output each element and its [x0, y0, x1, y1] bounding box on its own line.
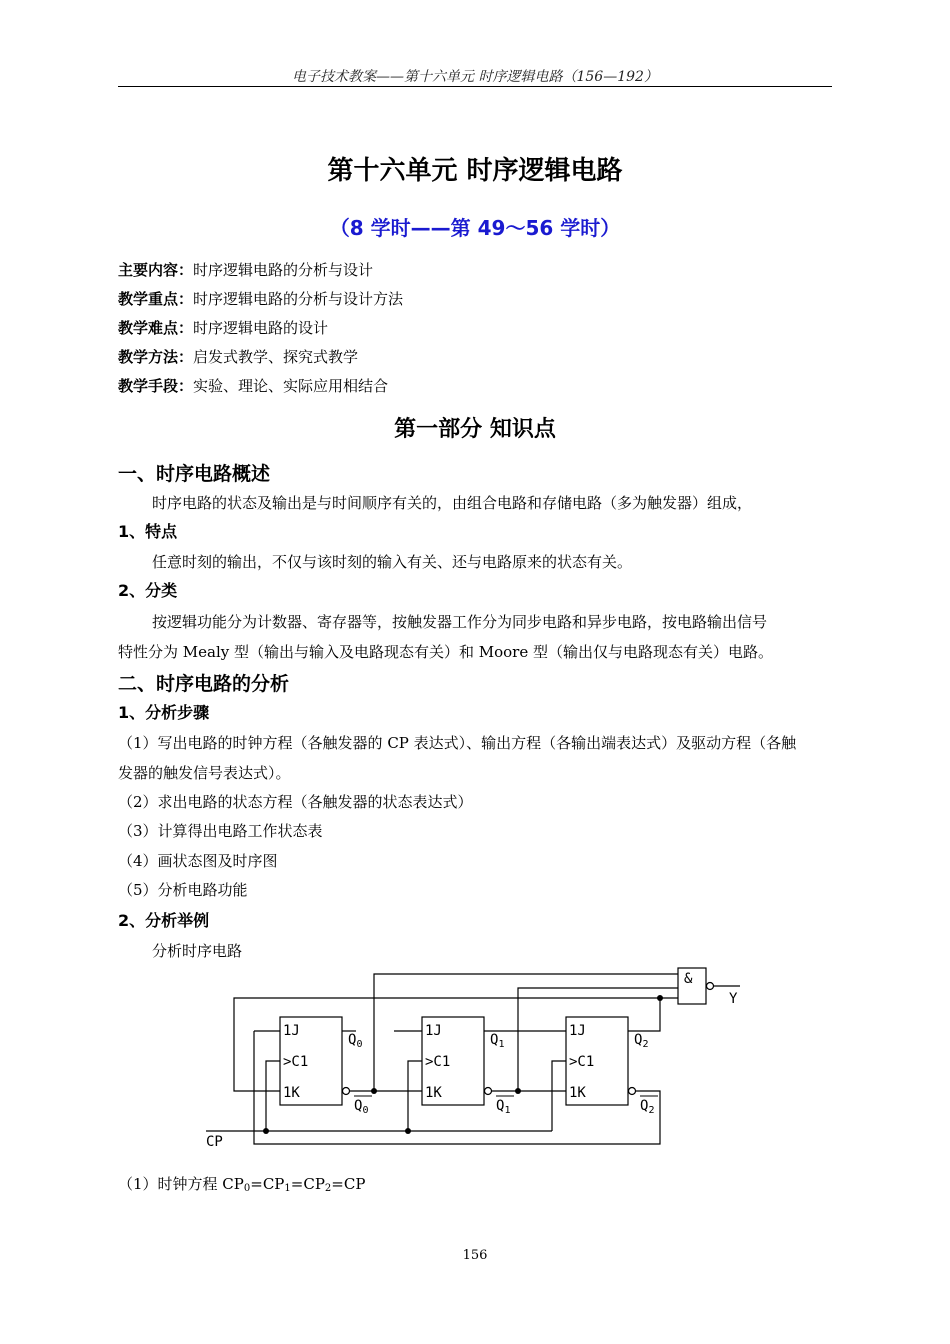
meta-means	[118, 375, 388, 396]
meta-key: 教学难点：	[118, 319, 194, 337]
q1-bar-label: $Q_1$	[496, 1098, 511, 1116]
meta-value: 时序逻辑电路的分析与设计方法	[193, 290, 404, 308]
unit-hours: （8 学时——第 49～56 学时）	[329, 216, 621, 240]
clock-label: CP	[206, 1134, 223, 1150]
q0-bar-label: $Q_0$	[354, 1098, 369, 1116]
junction	[405, 1128, 411, 1134]
clock-equation	[118, 1173, 365, 1194]
paragraph: 任意时刻的输出，不仅与该时刻的输入有关、还与电路原来的状态有关。	[152, 553, 633, 571]
meta-value: 启发式教学、探究式教学	[193, 348, 359, 366]
qbar0-bubble	[343, 1088, 350, 1095]
clock-eq-text: =CP	[290, 1175, 325, 1193]
and-output-bubble	[707, 983, 714, 990]
ff2-j-label: 1J	[569, 1023, 586, 1039]
junction	[515, 1088, 521, 1094]
list-item: （3）计算得出电路工作状态表	[118, 822, 323, 840]
ff1-j-label: 1J	[425, 1023, 442, 1039]
and-label: &	[684, 971, 693, 987]
q1-label: $Q_1$	[490, 1032, 505, 1050]
header-rule	[118, 86, 832, 87]
subsection-heading: 2、分类	[118, 581, 178, 600]
ff0-c-label: >C1	[283, 1054, 309, 1070]
ff1-c-label: >C1	[425, 1054, 451, 1070]
clock-eq-sub: 2	[324, 1183, 332, 1194]
output-y-label: Y	[729, 991, 738, 1007]
running-header: 电子技术教案——第十六单元 时序逻辑电路（156—192）	[292, 69, 658, 85]
qbar1-bubble	[485, 1088, 492, 1095]
section-heading: 一、时序电路概述	[118, 463, 271, 485]
list-item: （4）画状态图及时序图	[118, 852, 278, 870]
subsection-heading: 1、分析步骤	[118, 703, 210, 722]
q2-label: $Q_2$	[634, 1032, 649, 1050]
q2-bar-label: $Q_2$	[640, 1098, 655, 1116]
q0-label: $Q_0$	[348, 1032, 363, 1050]
paragraph: 按逻辑功能分为计数器、寄存器等，按触发器工作分为同步电路和异步电路，按电路输出信号	[152, 613, 768, 631]
list-item: （5）分析电路功能	[118, 881, 248, 899]
meta-key: 教学手段：	[118, 377, 194, 395]
meta-main-content	[118, 259, 373, 280]
sequential-circuit-diagram	[196, 960, 756, 1155]
ff2-k-label: 1K	[569, 1085, 586, 1101]
meta-difficulties	[118, 317, 328, 338]
qbar2-bubble	[629, 1088, 636, 1095]
junction	[371, 1088, 377, 1094]
clock-eq-text: =CP	[250, 1175, 285, 1193]
subsection-heading: 1、特点	[118, 522, 178, 541]
list-item: （2）求出电路的状态方程（各触发器的状态表达式）	[118, 793, 473, 811]
meta-key: 教学方法：	[118, 348, 194, 366]
part-title: 第一部分 知识点	[394, 417, 556, 442]
ff0-k-label: 1K	[283, 1085, 300, 1101]
section-heading: 二、时序电路的分析	[118, 673, 290, 695]
meta-key: 教学重点：	[118, 290, 194, 308]
meta-value: 实验、理论、实际应用相结合	[193, 377, 389, 395]
junction	[263, 1128, 269, 1134]
paragraph: 时序电路的状态及输出是与时间顺序有关的，由组合电路和存储电路（多为触发器）组成，	[152, 494, 753, 512]
ff1-k-label: 1K	[425, 1085, 442, 1101]
meta-value: 时序逻辑电路的分析与设计	[193, 261, 374, 279]
paragraph: 特性分为 Mealy 型（输出与输入及电路现态有关）和 Moore 型（输出仅与电路现态有关）电路。	[118, 643, 773, 661]
meta-key-points	[118, 288, 403, 309]
unit-title: 第十六单元 时序逻辑电路	[327, 156, 623, 186]
clock-eq-sub: 1	[284, 1183, 291, 1194]
paragraph: 分析时序电路	[152, 942, 243, 960]
ff0-j-label: 1J	[283, 1023, 300, 1039]
clock-eq-text: （1）时钟方程 CP	[118, 1175, 244, 1193]
page-number: 156	[462, 1248, 488, 1263]
ff2-c-label: >C1	[569, 1054, 595, 1070]
meta-key: 主要内容：	[118, 261, 194, 279]
junction	[657, 995, 663, 1001]
meta-methods	[118, 346, 358, 367]
meta-value: 时序逻辑电路的设计	[193, 319, 329, 337]
clock-eq-sub: 0	[243, 1183, 251, 1194]
subsection-heading: 2、分析举例	[118, 911, 210, 930]
clock-eq-text: =CP	[331, 1175, 366, 1193]
list-item: （1）写出电路的时钟方程（各触发器的 CP 表达式）、输出方程（各输出端表达式）及驱动方程（各触	[118, 734, 797, 752]
circuit-junctions	[263, 995, 663, 1134]
list-item: 发器的触发信号表达式）。	[118, 764, 291, 782]
